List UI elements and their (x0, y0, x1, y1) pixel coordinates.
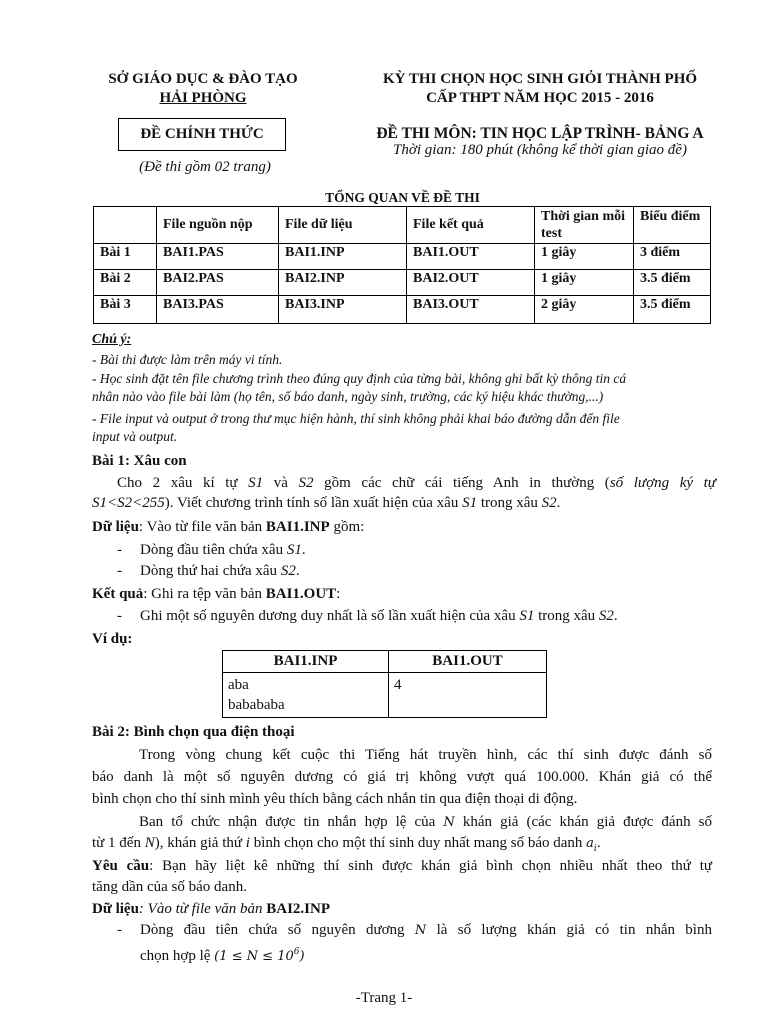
bai1-input-spec (92, 517, 364, 538)
text: trong xâu (534, 608, 599, 624)
notes-title: Chú ý: (92, 332, 132, 347)
table-row (94, 270, 711, 296)
text: Ban tổ chức nhận được tin nhắn hợp lệ của (139, 814, 444, 830)
city-name: HẢI PHÒNG (159, 90, 247, 106)
table-cell: BAI1.PAS (157, 244, 279, 270)
var-n: N (144, 835, 155, 851)
example-input-line: babababa (228, 697, 285, 713)
file-name: BAI2.INP (266, 901, 331, 917)
table-header-cell: Thời gian mỗi test (535, 207, 634, 244)
example-table (222, 650, 547, 718)
list-item (140, 920, 712, 941)
text: . (295, 563, 300, 579)
note-line: - Học sinh đặt tên file chương trình theo đúng quy định của từng bài, không ghi bất kỳ thông tin cá (92, 371, 627, 386)
table-cell: BAI3.PAS (157, 296, 279, 324)
bai1-heading (92, 451, 187, 472)
bai2-paragraph-line (92, 812, 712, 833)
text: : Ghi ra tệp văn bản (143, 586, 266, 602)
var-s1: S1 (462, 495, 478, 511)
bai2-paragraph-line: bình chọn cho thí sinh mình yêu thích bằng cách nhắn tin qua điện thoại di động. (92, 791, 578, 807)
table-cell: BAI2.INP (279, 270, 407, 296)
bullet-dash: - (117, 563, 122, 579)
text: số lượng ký tự (609, 475, 716, 491)
table-cell: 2 giây (535, 296, 634, 324)
note-line: - Bài thi được làm trên máy vi tính. (92, 352, 283, 367)
table-header-row (94, 207, 711, 244)
table-header-cell: File dữ liệu (279, 207, 407, 244)
table-cell: 1 giây (535, 244, 634, 270)
text: Dòng thứ hai chứa xâu (140, 563, 281, 579)
text: Dòng đầu tiên chứa xâu (140, 542, 287, 558)
table-cell: BAI1.OUT (407, 244, 535, 270)
table-cell (223, 673, 389, 718)
list-item-continuation (140, 942, 305, 967)
text: chọn hợp lệ (140, 948, 215, 964)
var-s1: S1 (519, 608, 535, 624)
input-label: Dữ liệu (92, 519, 139, 535)
bai2-paragraph-line: Trong vòng chung kết cuộc thi Tiếng hát truyền hình, các thí sinh được đánh số (139, 747, 712, 763)
text: và (263, 475, 299, 491)
file-name: BAI1.OUT (265, 586, 337, 602)
text: trong xâu (477, 495, 542, 511)
table-row (94, 244, 711, 270)
table-cell (389, 673, 547, 718)
table-cell: BAI3.INP (279, 296, 407, 324)
table-header-cell: File nguồn nộp (157, 207, 279, 244)
bullet-dash: - (117, 922, 122, 938)
exponent: 6 (293, 947, 300, 957)
example-output-line: 4 (394, 677, 402, 693)
bai2-requirement-line: tăng dần của số báo danh. (92, 879, 247, 895)
text: ), khán giả thứ (154, 835, 246, 851)
text: Cho 2 xâu kí tự (117, 475, 249, 491)
page-number: -Trang 1- (355, 990, 413, 1006)
bai2-input-spec (92, 899, 330, 920)
exam-year: CẤP THPT NĂM HỌC 2015 - 2016 (426, 90, 654, 106)
list-item (140, 561, 300, 582)
var-s1: S1 (286, 542, 302, 558)
table-cell: BAI2.OUT (407, 270, 535, 296)
text: : Bạn hãy liệt kê những thí sinh được khán giả bình chọn nhiều nhất theo thứ tự (149, 858, 712, 874)
example-label: Ví dụ: (92, 631, 133, 647)
table-cell: 3 điểm (634, 244, 711, 270)
table-cell: 3.5 điểm (634, 270, 711, 296)
official-badge: ĐỀ CHÍNH THỨC (118, 118, 286, 151)
list-item (140, 606, 618, 627)
table-cell: 3.5 điểm (634, 296, 711, 324)
text: : (336, 586, 341, 602)
bai1-title: : Xâu con (124, 453, 187, 469)
exam-title: KỲ THI CHỌN HỌC SINH GIỎI THÀNH PHỐ (382, 71, 698, 87)
table-cell: BAI3.OUT (407, 296, 535, 324)
text: gồm: (329, 519, 365, 535)
text: từ 1 đến (92, 835, 145, 851)
table-row (94, 296, 711, 324)
text: : Vào từ file văn bản (138, 519, 266, 535)
output-label: Kết quả (92, 586, 144, 602)
pages-note: (Đề thi gồm 02 trang) (139, 159, 271, 175)
text: . (556, 495, 561, 511)
var-s2: S2 (598, 608, 614, 624)
note-line: nhân nào vào file bài làm (họ tên, số báo danh, ngày sinh, trường, các ký hiệu khác thường,...) (92, 389, 604, 404)
note-line: input và output. (92, 429, 178, 444)
var-n: N (414, 923, 427, 938)
department-name: SỞ GIÁO DỤC & ĐÀO TẠO (108, 71, 298, 87)
text: . (596, 835, 601, 851)
time-line: Thời gian: 180 phút (không kể thời gian giao đề) (393, 142, 687, 158)
var-a: a (586, 836, 594, 851)
var-s1: S1 (248, 475, 264, 491)
bai2-paragraph-line: báo danh là một số nguyên dương có giá trị không vượt quá 100.000. Khán giả có thể (92, 769, 712, 785)
constraint-formula: (1 ≤ N ≤ 10 (214, 949, 294, 964)
table-header-cell: BAI1.OUT (389, 651, 547, 673)
text: Ghi một số nguyên dương duy nhất là số lần xuất hiện của xâu (140, 608, 520, 624)
text: gồm các chữ cái tiếng Anh in thường ( (313, 475, 610, 491)
list-item (140, 540, 306, 561)
var-s2: S2 (298, 475, 314, 491)
input-label: Dữ liệu (92, 901, 139, 917)
requirement-label: Yêu cầu (92, 858, 150, 874)
var-n: N (443, 815, 455, 830)
note-line: - File input và output ở trong thư mục hiện hành, thí sinh không phải khai báo đường dẫn đến file (92, 411, 620, 426)
bai1-label: Bài 1 (92, 453, 125, 469)
overview-title: TỔNG QUAN VỀ ĐỀ THI (325, 190, 480, 205)
subscript-i: i (593, 844, 597, 854)
table-header-row (223, 651, 547, 673)
bai2-title: Bài 2: Bình chọn qua điện thoại (92, 724, 295, 740)
text: khán giả (các khán giả được đánh số (454, 814, 713, 830)
table-cell: 1 giây (535, 270, 634, 296)
constraint-formula: ) (299, 949, 305, 964)
table-cell: BAI2.PAS (157, 270, 279, 296)
text: Dòng đầu tiên chứa số nguyên dương (140, 922, 415, 938)
bullet-dash: - (117, 608, 122, 624)
text: . (301, 542, 306, 558)
text: : Vào từ file văn bản (138, 901, 267, 917)
table-cell: Bài 2 (94, 270, 157, 296)
text: là số lượng khán giả có tin nhắn bình (426, 922, 712, 938)
table-header-cell: BAI1.INP (223, 651, 389, 673)
text: ). Viết chương trình tính số lần xuất hiện của xâu (164, 495, 463, 511)
table-cell: Bài 3 (94, 296, 157, 324)
table-cell: BAI1.INP (279, 244, 407, 270)
var-s2: S2 (541, 495, 557, 511)
overview-table (93, 206, 711, 324)
file-name: BAI1.INP (265, 519, 330, 535)
table-header-cell: Biểu điểm (634, 207, 711, 244)
table-cell: Bài 1 (94, 244, 157, 270)
table-header-cell: File kết quả (407, 207, 535, 244)
var-i: i (245, 835, 250, 851)
bai1-desc-line1 (92, 473, 716, 494)
table-row (223, 673, 547, 718)
bai1-desc-line2 (92, 493, 560, 514)
table-header-cell (94, 207, 157, 244)
constraint: S1<S2<255 (92, 495, 165, 511)
text: bình chọn cho một thí sinh duy nhất mang số báo danh (249, 835, 587, 851)
bai2-requirement-line (92, 856, 712, 877)
var-s2: S2 (280, 563, 296, 579)
bai1-output-spec (92, 584, 340, 605)
example-input-line: aba (228, 677, 249, 693)
text: . (613, 608, 618, 624)
bullet-dash: - (117, 542, 122, 558)
subject-line: ĐỀ THI MÔN: TIN HỌC LẬP TRÌNH- BẢNG A (376, 125, 704, 142)
